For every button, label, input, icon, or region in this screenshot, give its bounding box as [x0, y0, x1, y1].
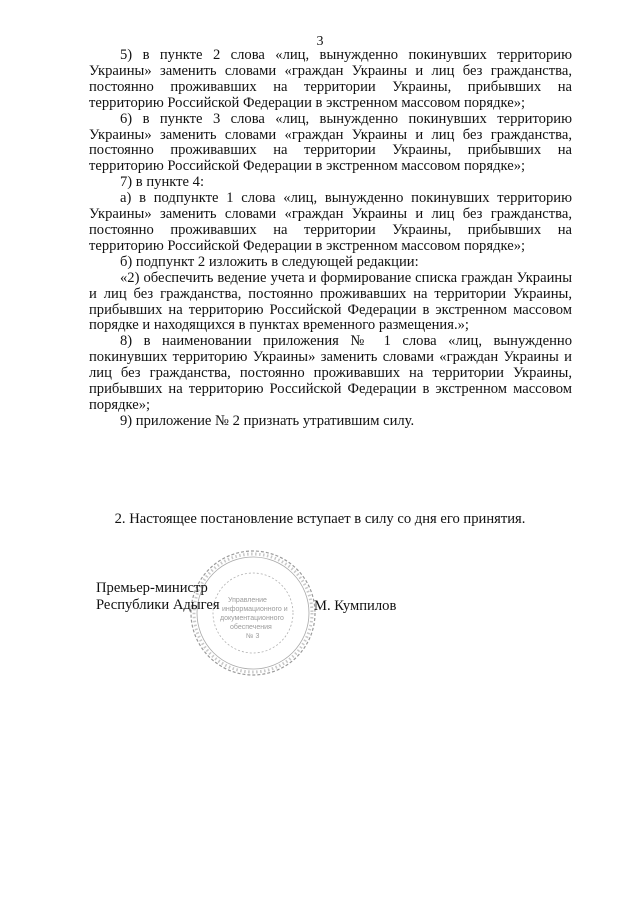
svg-text:информационного и: информационного и: [222, 606, 288, 613]
paragraph: 7) в пункте 4:: [120, 174, 205, 191]
signatory-position: [96, 580, 220, 614]
position-line: Республики Адыгея: [96, 597, 220, 613]
paragraph: а) в подпункте 1 слова «лиц, вынужденно покинувших территорию Украины» заменить словами «граждан Украины и лиц без гражданства, постоянно проживавших на территории Украины, прибывших на территорию Российской Федерации в экстренном массовом порядке»;: [89, 190, 572, 254]
position-line: Премьер-министр: [96, 580, 208, 596]
paragraph: 5) в пункте 2 слова «лиц, вынужденно покинувших территорию Украины» заменить словами «граждан Украины и лиц без гражданства, постоянно проживавших на территории Украины, прибывших на территорию Российской Федерации в экстренном массовом порядке»;: [89, 47, 572, 111]
svg-text:Управление: Управление: [228, 597, 267, 604]
document-body: [89, 48, 572, 430]
paragraph: «2) обеспечить ведение учета и формирование списка граждан Украины и лиц без гражданства, постоянно проживавших на территории Украины, прибывших на территорию Российской Федерации в экстренном массовом порядке и находящихся в пунктах временного размещения.»;: [89, 269, 572, 334]
svg-text:документационного: документационного: [220, 615, 284, 622]
svg-text:№ 3: № 3: [246, 633, 260, 640]
final-clause: 2. Настоящее постановление вступает в силу со дня его принятия.: [114, 511, 526, 527]
paragraph: 6) в пункте 3 слова «лиц, вынужденно покинувших территорию Украины» заменить словами «граждан Украины и лиц без гражданства, постоянно проживавших на территории Украины, прибывших на территорию Российской Федерации в экстренном массовом порядке»;: [89, 110, 572, 175]
page-number: 3: [316, 34, 324, 49]
paragraph: 9) приложение № 2 признать утратившим силу.: [120, 412, 415, 429]
paragraph: 8) в наименовании приложения № 1 слова «лиц, вынужденно покинувших территорию Украины» заменить словами «граждан Украины и лиц без гражданства, постоянно проживавших на территории Украины, прибывших на территорию Российской Федерации в экстренном массовом порядке»;: [89, 333, 572, 413]
signatory-name: М. Кумпилов: [314, 598, 397, 614]
paragraph: б) подпункт 2 изложить в следующей редакции:: [120, 253, 419, 270]
svg-text:обеспечения: обеспечения: [230, 624, 272, 631]
